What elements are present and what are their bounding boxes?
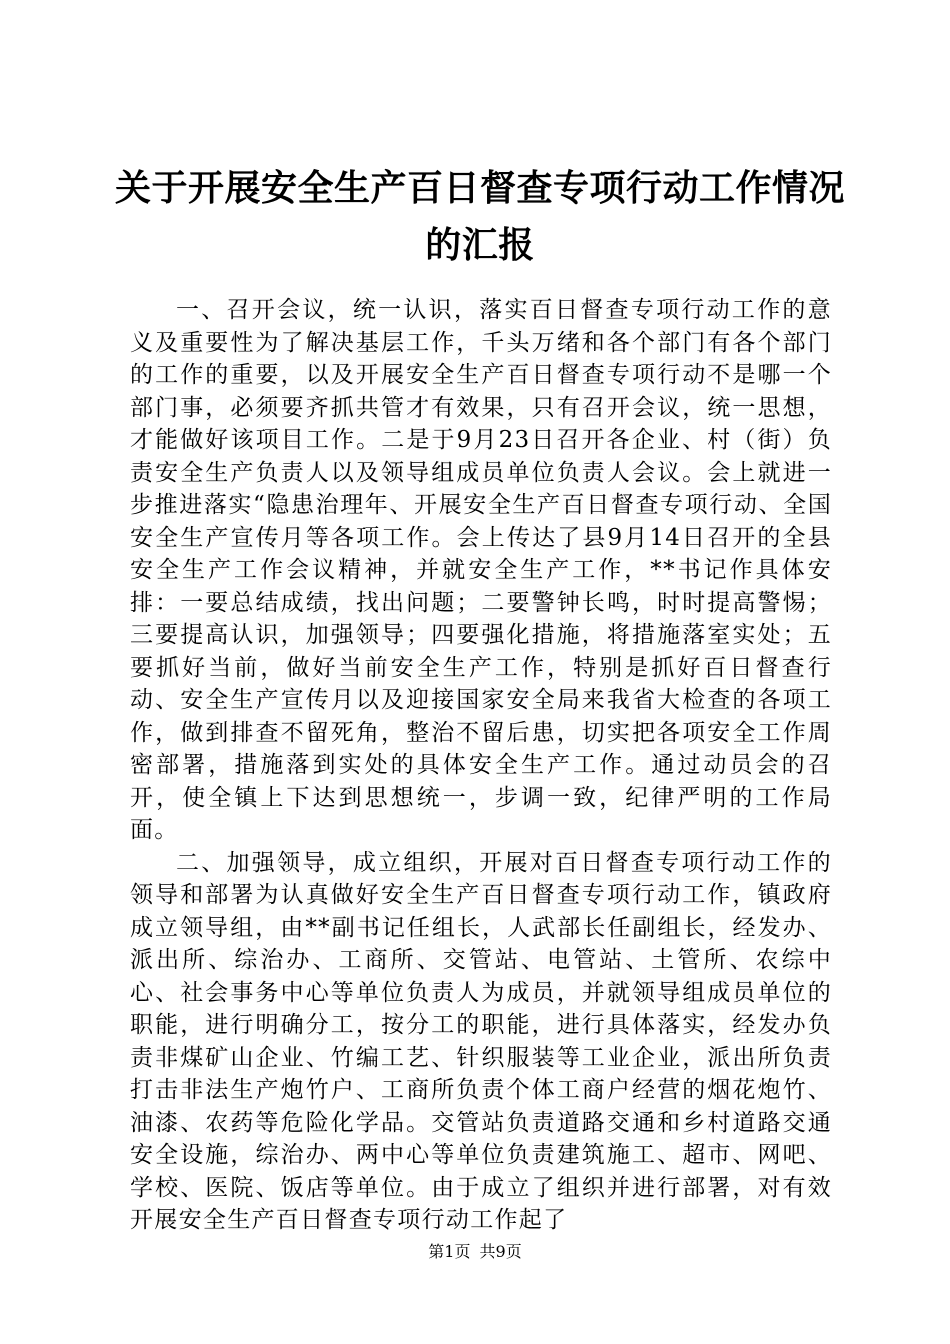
document-body <box>130 294 832 1237</box>
page-number: 第1页 <box>428 1242 471 1261</box>
paragraph-1: 一、召开会议，统一认识，落实百日督查专项行动工作的意义及重要性为了解决基层工作，千头万绪和各个部门有各个部门的工作的重要，以及开展安全生产百日督查专项行动不是哪一个部门事，必须要齐抓共管才有效果，只有召开会议，统一思想，才能做好该项目工作。二是于9月23日召开各企业、村（街）负责安全生产负责人以及领导组成员单位负责人会议。会上就进一步推进落实“隐患治理年、开展安全生产百日督查专项行动、全国安全生产宣传月等各项工作。会上传达了县9月14日召开的全县安全生产工作会议精神，并就安全生产工作，**书记作具体安排：一要总结成绩，找出问题；二要警钟长鸣，时时提高警惕；三要提高认识，加强领导；四要强化措施，将措施落室实处；五要抓好当前，做好当前安全生产工作，特别是抓好百日督查行动、安全生产宣传月以及迎接国家安全局来我省大检查的各项工作，做到排查不留死角，整治不留后患，切实把各项安全工作周密部署，措施落到实处的具体安全生产工作。通过动员会的召开，使全镇上下达到思想统一，步调一致，纪律严明的工作局面。 <box>130 297 832 843</box>
paragraph-2: 二、加强领导，成立组织，开展对百日督查专项行动工作的领导和部署为认真做好安全生产百日督查专项行动工作，镇政府成立领导组，由**副书记任组长，人武部长任副组长，经发办、派出所、综治办、工商所、交管站、电管站、土管所、农综中心、社会事务中心等单位负责人为成员，并就领导组成员单位的职能，进行明确分工，按分工的职能，进行具体落实，经发办负责非煤矿山企业、竹编工艺、针织服装等工业企业，派出所负责打击非法生产炮竹户、工商所负责个体工商户经营的烟花炮竹、油漆、农药等危险化学品。交管站负责道路交通和乡村道路交通安全设施，综治办、两中心等单位负责建筑施工、超市、网吧、学校、医院、饭店等单位。由于成立了组织并进行部署，对有效开展安全生产百日督查专项行动工作起了 <box>130 849 832 1233</box>
document-title: 关于开展安全生产百日督查专项行动工作情况的汇报 <box>114 168 845 266</box>
page-footer <box>0 1242 950 1262</box>
page-total: 共9页 <box>479 1242 522 1261</box>
